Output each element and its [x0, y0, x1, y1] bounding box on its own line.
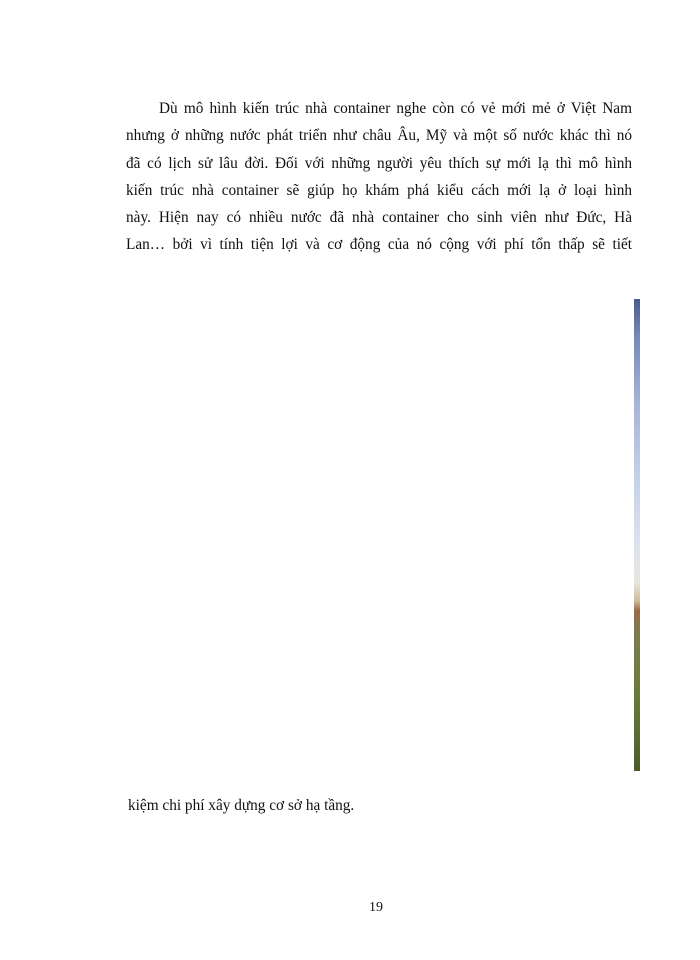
body-paragraph — [126, 95, 632, 259]
page-number: 19 — [369, 900, 383, 915]
paragraph-line: Dù mô hình kiến trúc nhà container nghe còn có vẻ mới mẻ ở Việt Nam — [159, 100, 632, 117]
paragraph-line: Lan… bởi vì tính tiện lợi và cơ động của nó cộng với phí tổn thấp sẽ tiết — [126, 236, 632, 254]
landscape-image-strip — [634, 299, 640, 771]
paragraph-line: nhưng ở những nước phát triển như châu Âu, Mỹ và một số nước khác thì nó — [126, 127, 632, 145]
paragraph-line: đã có lịch sử lâu đời. Đối với những người yêu thích sự mới lạ thì mô hình — [126, 154, 632, 172]
paragraph-line: này. Hiện nay có nhiều nước đã nhà container cho sinh viên như Đức, Hà — [126, 209, 632, 227]
paragraph-continuation: kiệm chi phí xây dựng cơ sở hạ tầng. — [128, 797, 355, 814]
paragraph-line: kiến trúc nhà container sẽ giúp họ khám phá kiểu cách mới lạ ở loại hình — [126, 181, 632, 199]
